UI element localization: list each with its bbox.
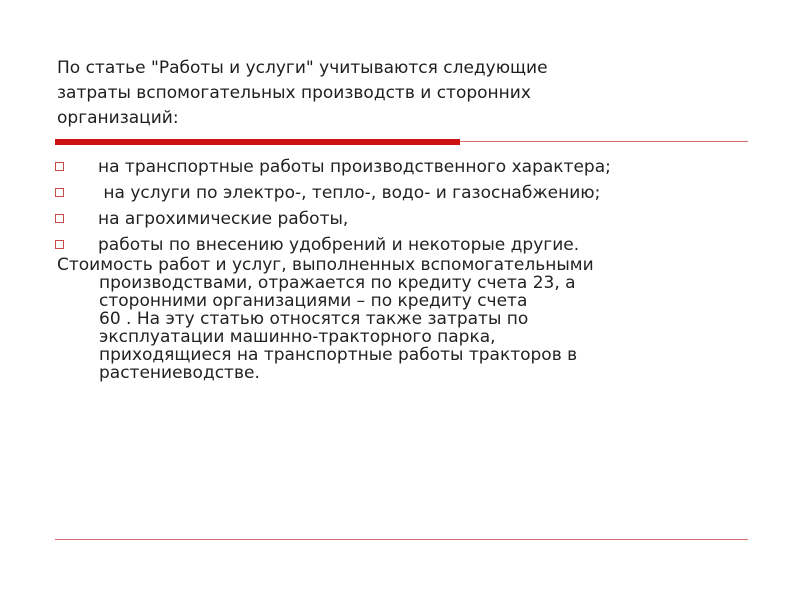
- title-line: организаций:: [57, 108, 179, 128]
- paragraph-line: Стоимость работ и услуг, выполненных вспомогательными: [57, 255, 594, 275]
- hollow-square-bullet-icon: [55, 240, 64, 249]
- title-line: По статье "Работы и услуги" учитываются следующие: [57, 58, 548, 78]
- title-divider-thick: [55, 139, 460, 145]
- bullet-text: работы по внесению удобрений и некоторые другие.: [98, 235, 580, 255]
- footer-divider: [55, 539, 748, 540]
- hollow-square-bullet-icon: [55, 162, 64, 171]
- slide-title: [57, 56, 697, 131]
- paragraph-line: эксплуатации машинно-тракторного парка,: [99, 327, 496, 347]
- bullet-list: [55, 154, 755, 258]
- title-divider-thin: [460, 141, 748, 142]
- list-item: [55, 154, 755, 180]
- title-line: затраты вспомогательных производств и сторонних: [57, 83, 531, 103]
- paragraph-line: 60 . На эту статью относятся также затраты по: [99, 309, 529, 329]
- list-item: [55, 206, 755, 232]
- bullet-text: на услуги по электро-, тепло-, водо- и газоснабжению;: [98, 183, 601, 203]
- bullet-text: на транспортные работы производственного характера;: [98, 157, 611, 177]
- paragraph-line: сторонними организациями – по кредиту счета: [99, 291, 528, 311]
- hollow-square-bullet-icon: [55, 188, 64, 197]
- paragraph-line: приходящиеся на транспортные работы тракторов в: [99, 345, 578, 365]
- hollow-square-bullet-icon: [55, 214, 64, 223]
- paragraph-line: растениеводстве.: [99, 363, 260, 383]
- paragraph-line: производствами, отражается по кредиту счета 23, а: [99, 273, 576, 293]
- bullet-text: на агрохимические работы,: [98, 209, 349, 229]
- body-paragraph: [57, 256, 737, 382]
- list-item: [55, 180, 755, 206]
